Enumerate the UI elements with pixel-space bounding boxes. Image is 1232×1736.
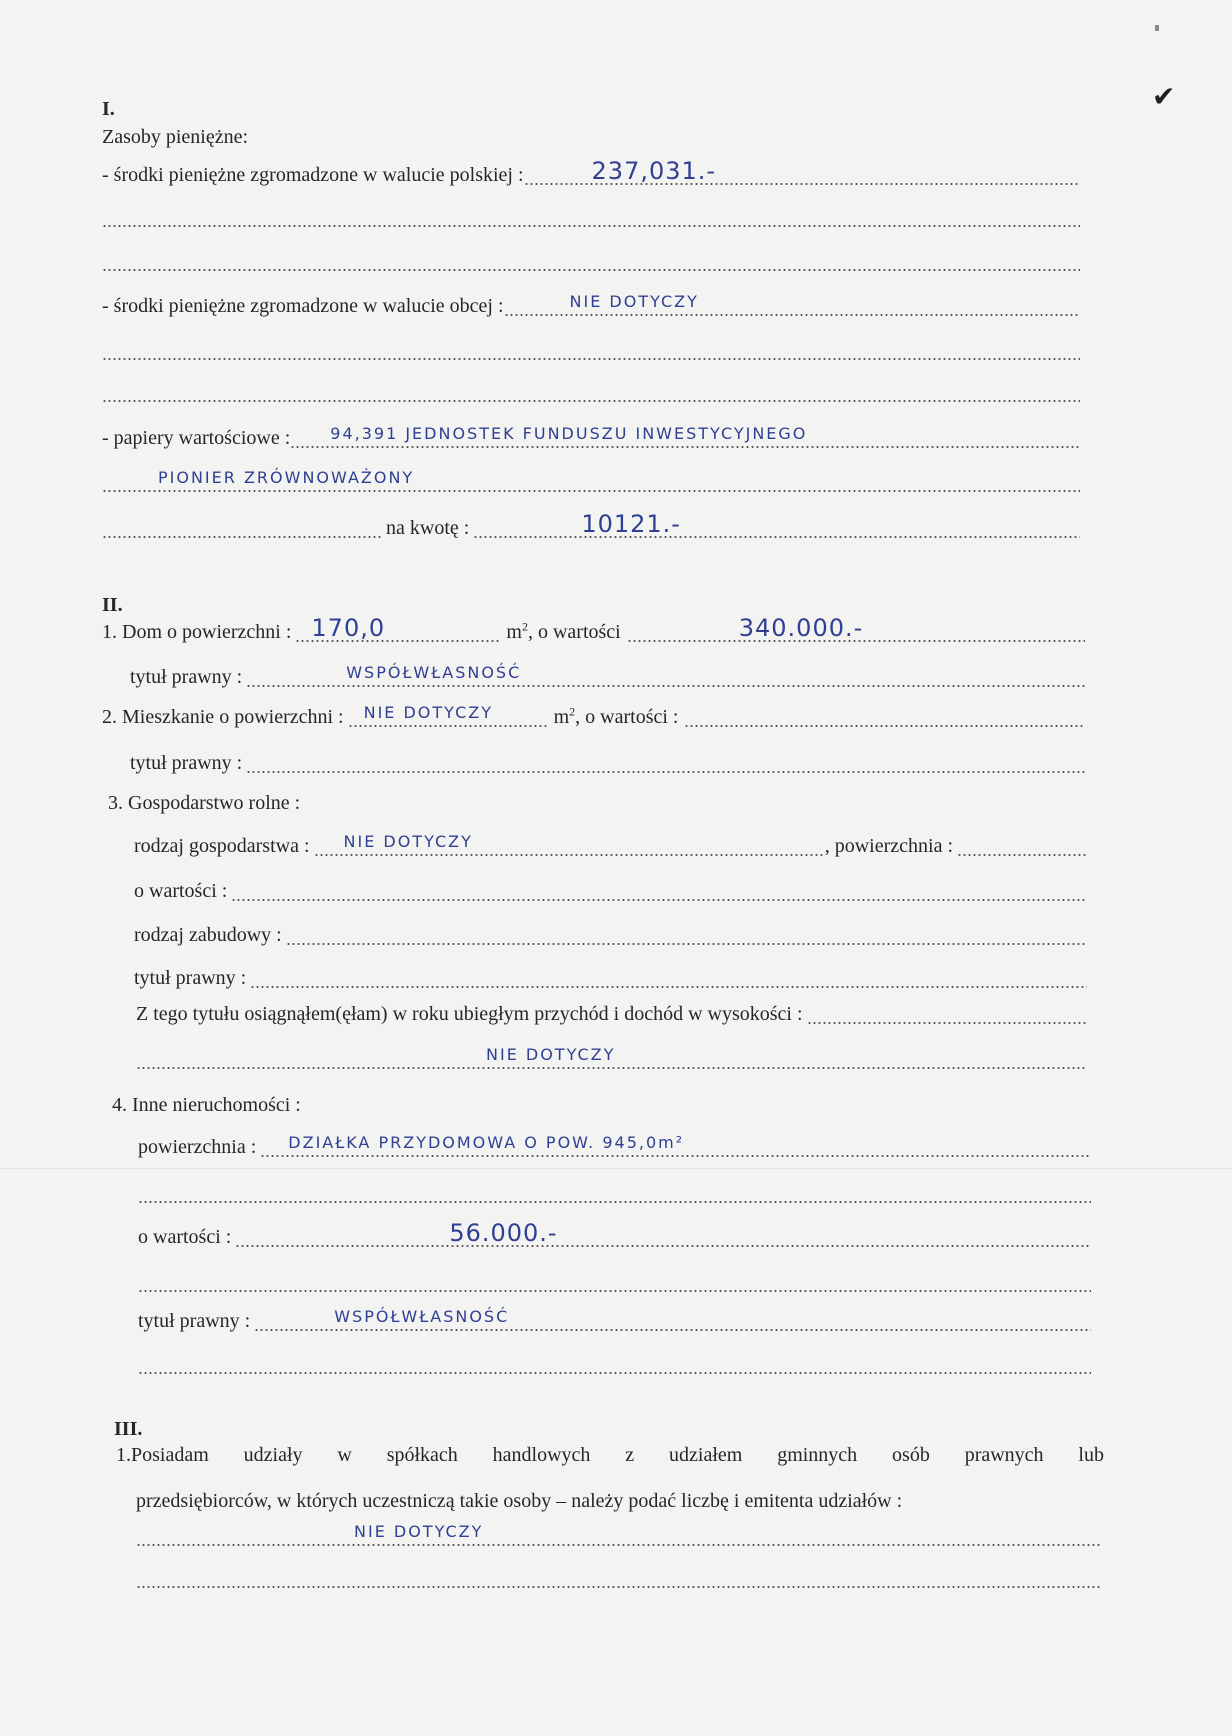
amount-row — [102, 510, 1080, 540]
flat-title-field[interactable] — [246, 751, 1085, 775]
fx-funds-value: NIE DOTYCZY — [569, 292, 699, 311]
blank-field[interactable] — [138, 1270, 1091, 1294]
farm-value-label: o wartości : — [134, 880, 228, 902]
fx-funds-field[interactable] — [504, 294, 1080, 318]
shares-word: udziałem — [669, 1444, 743, 1466]
shares-word: gminnych — [777, 1444, 858, 1466]
scan-speck — [1155, 25, 1159, 31]
house-area-value: 170,0 — [311, 614, 386, 642]
blank-field[interactable] — [138, 1181, 1091, 1205]
shares-value: NIE DOTYCZY — [354, 1522, 484, 1541]
shares-word: w — [337, 1444, 352, 1466]
m2-unit: m — [506, 621, 522, 643]
other-property-label: 4. Inne nieruchomości : — [112, 1094, 301, 1116]
blank-field[interactable] — [138, 1352, 1091, 1376]
farm-type-field[interactable] — [314, 834, 825, 858]
flat-row — [102, 705, 1085, 729]
farm-area-label: , powierzchnia : — [824, 835, 953, 857]
house-title-field[interactable] — [246, 665, 1085, 689]
title-label: tytuł prawny : — [134, 967, 247, 989]
flat-label: 2. Mieszkanie o powierzchni : — [102, 706, 344, 728]
farm-income-cont-row — [136, 1047, 1087, 1071]
blank-line — [102, 338, 1080, 362]
farm-income-value: NIE DOTYCZY — [486, 1045, 616, 1064]
section-1-title: Zasoby pieniężne: — [102, 126, 249, 148]
shares-word: handlowych — [492, 1444, 591, 1466]
pln-funds-row — [102, 157, 1080, 187]
fx-funds-row — [102, 294, 1080, 318]
other-title-field[interactable] — [254, 1309, 1091, 1333]
shares-word: 1.Posiadam — [116, 1444, 209, 1466]
title-label: tytuł prawny : — [130, 752, 243, 774]
farm-area-field[interactable] — [957, 834, 1087, 858]
farm-income-cont-field[interactable] — [136, 1047, 1087, 1071]
title-label: tytuł prawny : — [138, 1310, 251, 1332]
other-value-row — [138, 1219, 1091, 1249]
flat-value-label: , o wartości : — [575, 706, 679, 728]
flat-area-field[interactable] — [348, 705, 548, 729]
other-area-field[interactable] — [260, 1135, 1091, 1159]
farm-title-row — [134, 966, 1087, 990]
house-title-row — [130, 665, 1085, 689]
blank-field[interactable] — [136, 1566, 1102, 1590]
shares-text-line1 — [116, 1444, 1104, 1467]
flat-title-row — [130, 751, 1085, 775]
house-label: 1. Dom o powierzchni : — [102, 621, 292, 643]
section-1-heading: I. — [102, 98, 115, 120]
blank-line — [136, 1566, 1102, 1590]
shares-word: prawnych — [964, 1444, 1044, 1466]
shares-row — [136, 1524, 1102, 1548]
pen-mark: ✔ — [1152, 82, 1176, 113]
securities-field[interactable] — [290, 426, 1080, 450]
farm-label: 3. Gospodarstwo rolne : — [108, 792, 301, 814]
farm-title-field[interactable] — [250, 966, 1087, 990]
farm-type-label: rodzaj gospodarstwa : — [134, 835, 310, 857]
house-area-field[interactable] — [295, 614, 500, 644]
farm-income-field[interactable] — [807, 1002, 1087, 1026]
flat-value-field[interactable] — [684, 705, 1085, 729]
farm-type-row — [134, 834, 1087, 858]
m2-superscript: 2 — [569, 704, 576, 719]
securities-cont-field[interactable] — [102, 470, 1080, 494]
other-value: 56.000.- — [449, 1219, 558, 1247]
section-3-heading: III. — [114, 1418, 143, 1440]
shares-word: lub — [1078, 1444, 1104, 1466]
other-area-value: DZIAŁKA PRZYDOMOWA O POW. 945,0m² — [288, 1133, 685, 1152]
pln-funds-label: - środki pieniężne zgromadzone w walucie polskiej : — [102, 164, 524, 186]
shares-field[interactable] — [136, 1524, 1102, 1548]
blank-line — [138, 1352, 1091, 1376]
other-area-row — [138, 1135, 1091, 1159]
shares-text-line2: przedsiębiorców, w których uczestniczą takie osoby – należy podać liczbę i emitenta udziałów : — [136, 1490, 903, 1512]
securities-row — [102, 426, 1080, 450]
blank-line — [102, 205, 1080, 229]
house-value: 340.000.- — [738, 614, 864, 642]
other-title-value: WSPÓŁWŁASNOŚĆ — [334, 1307, 510, 1326]
farm-buildings-row — [134, 923, 1087, 947]
pln-funds-value: 237,031.- — [591, 157, 717, 185]
shares-word: udziały — [243, 1444, 303, 1466]
other-value-label: o wartości : — [138, 1226, 232, 1248]
house-title-value: WSPÓŁWŁASNOŚĆ — [346, 663, 522, 682]
blank-field[interactable] — [102, 338, 1080, 362]
m2-superscript: 2 — [521, 619, 528, 634]
house-value-field[interactable] — [627, 614, 1085, 644]
shares-word: spółkach — [386, 1444, 458, 1466]
section-2-heading: II. — [102, 594, 123, 616]
pln-funds-field[interactable] — [524, 157, 1080, 187]
amount-value: 10121.- — [581, 510, 681, 538]
securities-value: 94,391 JEDNOSTEK FUNDUSZU INWESTYCYJNEGO — [330, 424, 808, 443]
blank-line — [102, 380, 1080, 404]
farm-type-value: NIE DOTYCZY — [343, 832, 473, 851]
other-value-field[interactable] — [235, 1219, 1091, 1249]
other-area-label: powierzchnia : — [138, 1136, 257, 1158]
farm-income-label: Z tego tytułu osiągnąłem(ęłam) w roku ubiegłym przychód i dochód w wysokości : — [136, 1003, 803, 1025]
amount-field[interactable] — [473, 510, 1080, 540]
farm-value-field[interactable] — [231, 879, 1087, 903]
house-row — [102, 614, 1085, 644]
securities-value-cont: PIONIER ZRÓWNOWAŻONY — [158, 468, 415, 487]
m2-unit: m — [553, 706, 570, 728]
shares-word: osób — [892, 1444, 930, 1466]
page-fold-line — [0, 1168, 1232, 1169]
amount-label: na kwotę : — [386, 517, 470, 539]
farm-buildings-field[interactable] — [286, 923, 1087, 947]
securities-cont-row — [102, 470, 1080, 494]
blank-field[interactable] — [102, 380, 1080, 404]
securities-label: - papiery wartościowe : — [102, 427, 291, 449]
flat-area-value: NIE DOTYCZY — [363, 703, 493, 722]
farm-income-row — [136, 1002, 1087, 1026]
farm-buildings-label: rodzaj zabudowy : — [134, 924, 282, 946]
farm-value-row — [134, 879, 1087, 903]
blank-line — [138, 1270, 1091, 1294]
blank-line — [102, 249, 1080, 273]
blank-field[interactable] — [102, 249, 1080, 273]
other-title-row — [138, 1309, 1091, 1333]
blank-line — [138, 1181, 1091, 1205]
fx-funds-label: - środki pieniężne zgromadzone w walucie obcej : — [102, 295, 504, 317]
title-label: tytuł prawny : — [130, 666, 243, 688]
shares-word: z — [625, 1444, 635, 1466]
house-value-label: , o wartości — [527, 621, 621, 643]
blank-field[interactable] — [102, 205, 1080, 229]
amount-pre-field[interactable] — [102, 516, 382, 540]
